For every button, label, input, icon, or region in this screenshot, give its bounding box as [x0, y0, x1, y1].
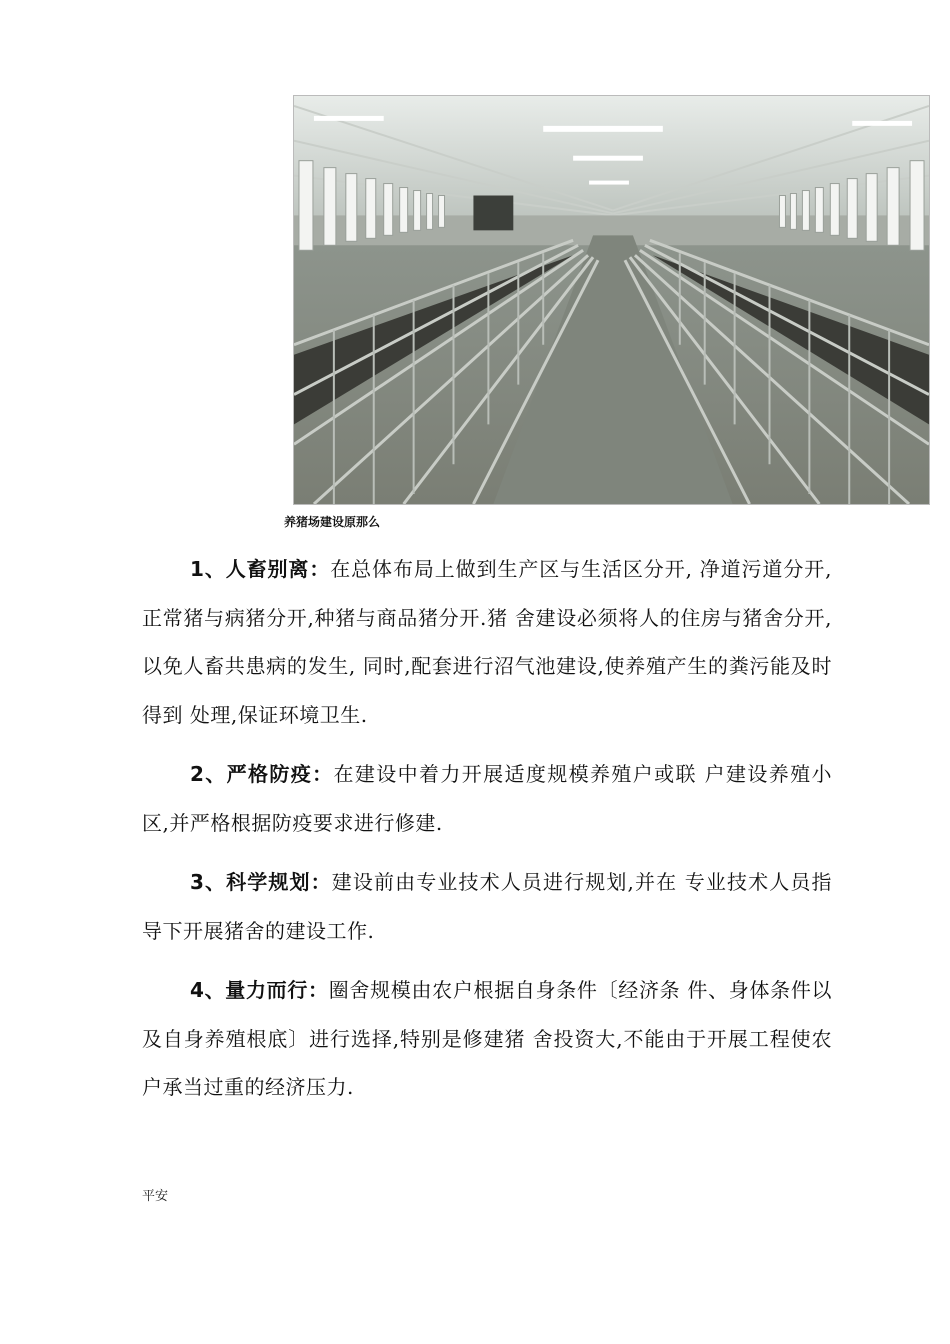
- paragraph-1-heading: 1、人畜别离：: [190, 557, 331, 581]
- paragraph-2: [142, 750, 832, 847]
- paragraph-1: [142, 545, 832, 739]
- paragraph-3-body: 建设前由专业技术人员进行规划,并在 专业技术人员指导下开展猪舍的建设工作.: [142, 870, 832, 943]
- page-footer: 平安: [142, 1189, 169, 1204]
- paragraph-3: [142, 858, 832, 955]
- body-text: [142, 545, 832, 1123]
- paragraph-4-body: 圈舍规模由农户根据自身条件〔经济条 件、身体条件以及自身养殖根底〕进行选择,特别是修建猪 舍投资大,不能由于开展工程使农户承当过重的经济压力.: [142, 978, 833, 1099]
- pig-farm-illustration: [294, 96, 929, 504]
- paragraph-2-heading: 2、严格防疫：: [190, 762, 334, 786]
- paragraph-4: [142, 966, 832, 1112]
- paragraph-3-heading: 3、科学规划：: [190, 870, 332, 894]
- paragraph-4-heading: 4、量力而行：: [190, 978, 329, 1002]
- paragraph-1-body: 在总体布局上做到生产区与生活区分开, 净道污道分开,正常猪与病猪分开,种猪与商品猪分开.猪 舍建设必须将人的住房与猪舍分开,以免人畜共患病的发生, 同时,配套进行沼气池建设,使养殖产生的粪污能及时得到 处理,保证环境卫生.: [142, 557, 832, 727]
- figure-caption: 养猪场建设原那么: [284, 515, 381, 529]
- paragraph-2-body: 在建设中着力开展适度规模养殖户或联 户建设养殖小区,并严格根据防疫要求进行修建.: [142, 762, 833, 835]
- pig-farm-photo: [293, 95, 930, 505]
